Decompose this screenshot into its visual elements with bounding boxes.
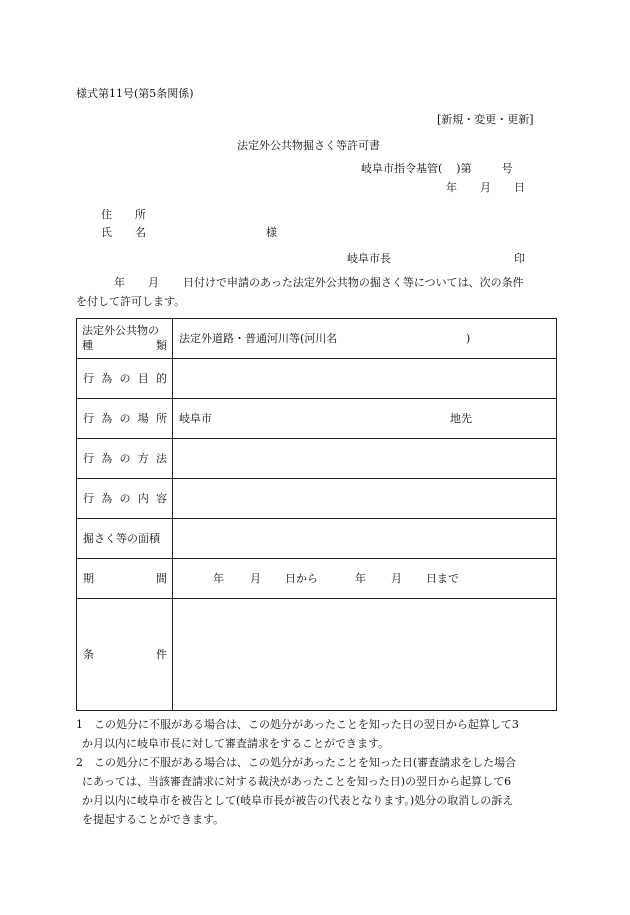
- label-char: 法: [156, 452, 167, 465]
- period-start-day: 日から: [285, 571, 318, 585]
- name-label-2: 名: [135, 226, 146, 239]
- label-method: [77, 439, 173, 479]
- label-char: の: [119, 452, 131, 465]
- label-char: 内: [137, 492, 149, 505]
- table-row-location: [77, 399, 557, 439]
- note-line: を提起することができます。: [82, 813, 225, 826]
- label-char: の: [119, 492, 131, 505]
- name-label-1: 氏: [101, 226, 112, 239]
- label-char: 為: [101, 492, 113, 505]
- location-city: 岐阜市: [179, 412, 212, 425]
- label-char: 容: [156, 492, 167, 505]
- table-row-method: [77, 439, 557, 479]
- note-line: か月以内に岐阜市を被告として(岐阜市長が被告の代表となります。)処分の取消しの訴え: [82, 794, 514, 807]
- location-suffix: 地先: [450, 412, 472, 425]
- note-number: 1: [76, 718, 83, 731]
- type-close-paren: ): [466, 332, 471, 345]
- value-content[interactable]: [173, 479, 557, 519]
- document-title: 法定外公共物掘さく等許可書: [237, 139, 380, 152]
- label-char: 行: [83, 492, 94, 505]
- label-area: [77, 519, 173, 559]
- table-row-conditions: [77, 599, 557, 711]
- label-period-b: 間: [156, 572, 167, 585]
- period-start-year: 年: [213, 571, 224, 585]
- table-row-period: [77, 559, 557, 599]
- note-1: [76, 715, 566, 753]
- issue-date-year: 年: [446, 181, 457, 194]
- label-location: [77, 399, 173, 439]
- permit-number-prefix: 岐阜市指令基管(: [361, 162, 443, 175]
- value-area[interactable]: [173, 519, 557, 559]
- table-row-purpose: [77, 359, 557, 399]
- label-char: 場: [137, 412, 149, 425]
- label-conditions-a: 条: [83, 648, 94, 661]
- label-public-property-type: [77, 319, 173, 359]
- value-public-property-type: [173, 319, 557, 359]
- value-location[interactable]: [173, 399, 557, 439]
- note-line: この処分に不服がある場合は、この処分があったことを知った日(審査請求をした場合: [94, 756, 517, 769]
- label-conditions: [77, 599, 173, 711]
- period-end-year: 年: [355, 571, 366, 585]
- seal-mark: 印: [514, 252, 525, 265]
- value-period[interactable]: [173, 559, 557, 599]
- label-char: 方: [137, 452, 149, 465]
- label-purpose: [77, 359, 173, 399]
- issuer: 岐阜市長: [347, 252, 391, 265]
- label-content: [77, 479, 173, 519]
- issue-date-day: 日: [514, 181, 525, 194]
- label-char: の: [119, 372, 131, 385]
- label-char: 的: [156, 372, 167, 385]
- period-start-month: 月: [250, 571, 261, 585]
- type-options: [新規・変更・更新]: [437, 113, 534, 126]
- note-number: 2: [76, 756, 83, 769]
- intro-month: 月: [148, 276, 159, 289]
- permit-number-mid: )第: [456, 162, 472, 175]
- period-end-month: 月: [391, 571, 402, 585]
- table-row-area: [77, 519, 557, 559]
- form-number: 様式第11号(第5条関係): [76, 87, 194, 100]
- note-line: か月以内に岐阜市長に対して審査請求をすることができます。: [82, 737, 390, 750]
- label-period: [77, 559, 173, 599]
- notes: [76, 715, 566, 829]
- label-type-line1: 法定外公共物の: [82, 323, 159, 337]
- issue-date-month: 月: [480, 181, 491, 194]
- period-end-day: 日まで: [426, 571, 459, 585]
- label-char: 目: [137, 372, 149, 385]
- note-line: にあっては、当該審査請求に対する裁決があったことを知った日)の翌日から起算して6: [82, 775, 512, 788]
- label-char: 行: [83, 412, 94, 425]
- label-char: 為: [101, 412, 113, 425]
- label-type-line2a: 種: [82, 338, 93, 352]
- honorific: 様: [266, 226, 277, 239]
- label-char: 行: [83, 452, 94, 465]
- permit-number-suffix: 号: [501, 162, 513, 175]
- intro-text-line1: 日付けで申請のあった法定外公共物の掘さく等については、次の条件: [183, 276, 524, 289]
- permit-number: [361, 163, 513, 174]
- type-value: 法定外道路・普通河川等(河川名: [179, 332, 338, 345]
- label-char: の: [119, 412, 131, 425]
- label-char: 所: [156, 412, 167, 425]
- note-2: [76, 753, 566, 829]
- address-label-2: 所: [135, 208, 146, 221]
- value-method[interactable]: [173, 439, 557, 479]
- value-purpose[interactable]: [173, 359, 557, 399]
- value-conditions[interactable]: [173, 599, 557, 711]
- table-row-content: [77, 479, 557, 519]
- label-area-text: 掘さく等の面積: [83, 532, 160, 545]
- label-char: 為: [101, 452, 113, 465]
- label-conditions-b: 件: [156, 648, 167, 661]
- label-type-line2b: 類: [156, 338, 167, 352]
- table-row-type: [77, 319, 557, 359]
- label-char: 為: [101, 372, 113, 385]
- note-line: この処分に不服がある場合は、この処分があったことを知った日の翌日から起算して3: [94, 718, 519, 731]
- label-period-a: 期: [83, 572, 94, 585]
- address-label-1: 住: [101, 208, 112, 221]
- intro-text-line2: を付して許可します。: [76, 295, 186, 308]
- permit-table: [76, 318, 557, 711]
- label-char: 行: [83, 372, 94, 385]
- intro-year: 年: [114, 276, 125, 289]
